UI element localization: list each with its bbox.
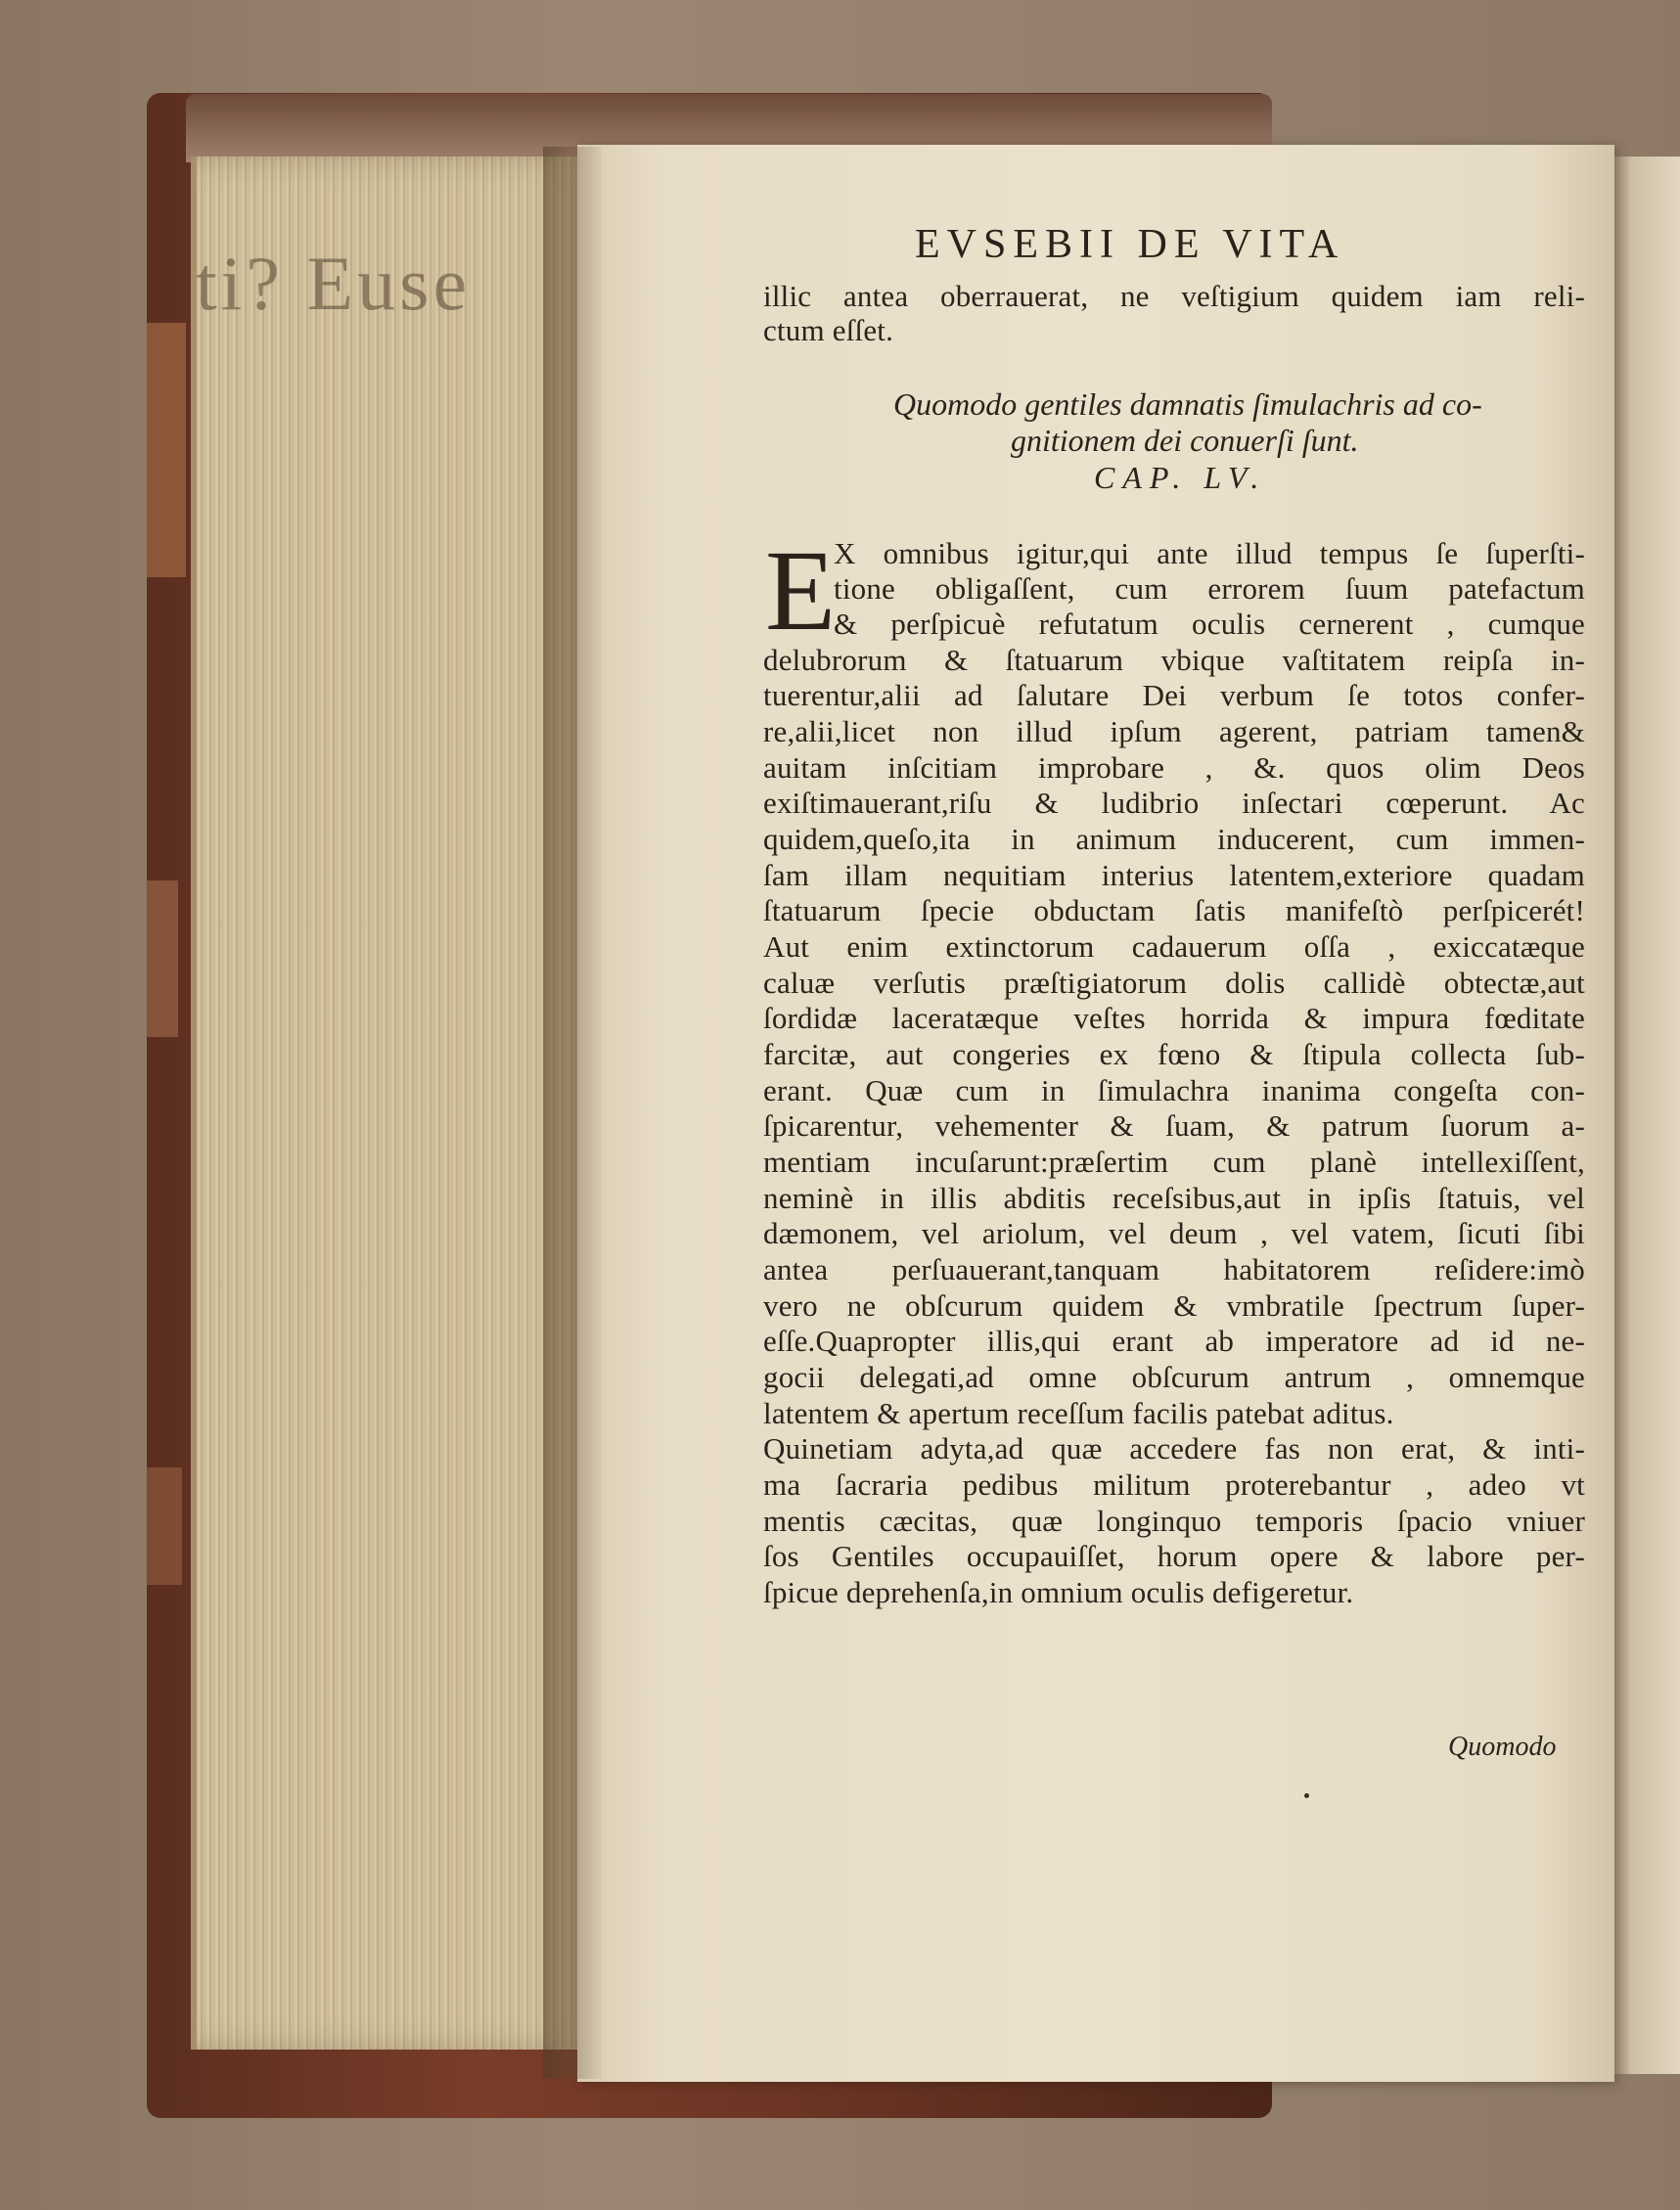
cover-wear: [147, 880, 178, 1037]
gutter-shadow: [543, 147, 602, 2079]
cover-wear: [147, 323, 186, 577]
page-mark: [1304, 1793, 1309, 1798]
text-line: delubrorum & ſtatuarum vbique vaſtitatem reipſa in-: [763, 643, 1585, 677]
text-line: antea perſuauerant,tanquam habitatorem reſidere:imò: [763, 1252, 1585, 1286]
text-line: eſſe.Quapropter illis,qui erant ab imperatore ad id ne-: [763, 1324, 1585, 1358]
page-edges: [191, 157, 583, 2050]
text-line: ma ſacraria pedibus militum proterebantur , adeo vt: [763, 1467, 1585, 1502]
text-line: Aut enim extinctorum cadauerum oſſa , exiccatæque: [763, 929, 1585, 964]
chapter-caption-line2: gnitionem dei conuerſi ſunt.: [1011, 423, 1359, 458]
text-line: quidem,queſo,ita in animum inducerent, cum immen-: [763, 822, 1585, 856]
text-line: dæmonem, vel ariolum, vel deum , vel vatem, ſicuti ſibi: [763, 1216, 1585, 1250]
text-line: illic antea oberrauerat, ne veſtigium quidem iam reli-: [763, 279, 1585, 313]
text-line: auitam inſcitiam improbare , &. quos olim Deos: [763, 750, 1585, 785]
text-line: farcitæ, aut congeries ex fœno & ſtipula collecta ſub-: [763, 1037, 1585, 1071]
text-line: ſam illam nequitiam interius latentem,exteriore quadam: [763, 858, 1585, 892]
text-line: ſos Gentiles occupauiſſet, horum opere & labore per-: [763, 1539, 1585, 1573]
drop-capital: E: [765, 526, 837, 654]
text-line: tuerentur,alii ad ſalutare Dei verbum ſe totos confer-: [763, 678, 1585, 712]
text-line: mentis cæcitas, quæ longinquo temporis ſpacio vniuer: [763, 1504, 1585, 1538]
text-line: tione obligaſſent, cum errorem ſuum patefactum: [834, 571, 1585, 606]
running-head: EVSEBII DE VITA: [915, 222, 1345, 267]
text-line: ſpicarentur, vehementer & ſuam, & patrum ſuorum a-: [763, 1108, 1585, 1143]
cover-wear: [147, 1467, 182, 1585]
text-line: X omnibus igitur,qui ante illud tempus ſe ſuperſti-: [834, 536, 1585, 570]
spine-title: ti? Euse: [196, 241, 472, 326]
text-line: ſordidæ laceratæque veſtes horrida & impura fœditate: [763, 1001, 1585, 1035]
text-line: mentiam incuſarunt:præſertim cum planè intellexiſſent,: [763, 1145, 1585, 1179]
text-line: erant. Quæ cum in ſimulachra inanima congeſta con-: [763, 1073, 1585, 1107]
text-line: gocii delegati,ad omne obſcurum antrum , omnemque: [763, 1360, 1585, 1394]
text-line: ſpicue deprehenſa,in omnium oculis defigeretur.: [763, 1575, 1354, 1609]
chapter-caption-line1: Quomodo gentiles damnatis ſimulachris ad co-: [893, 386, 1482, 422]
text-line: ctum eſſet.: [763, 313, 894, 347]
text-line: caluæ verſutis præſtigiatorum dolis callidè obtectæ,aut: [763, 966, 1585, 1000]
catchword: Quomodo: [1448, 1732, 1557, 1762]
text-line: exiſtimauerant,riſu & ludibrio inſectari cœperunt. Ac: [763, 786, 1585, 820]
chapter-number: CAP. LV.: [1094, 460, 1267, 495]
facing-page-edge: [1614, 157, 1680, 2074]
text-line: neminè in illis abditis receſsibus,aut in ipſis ſtatuis, vel: [763, 1181, 1585, 1215]
text-line: Quinetiam adyta,ad quæ accedere fas non erat, & inti-: [763, 1431, 1585, 1466]
text-line: latentem & apertum receſſum facilis patebat aditus.: [763, 1396, 1394, 1430]
text-line: re,alii,licet non illud ipſum agerent, patriam tamen&: [763, 714, 1585, 748]
text-line: & perſpicuè refutatum oculis cernerent , cumque: [834, 607, 1585, 641]
text-line: vero ne obſcurum quidem & vmbratile ſpectrum ſuper-: [763, 1288, 1585, 1323]
text-line: ſtatuarum ſpecie obductam ſatis manifeſtò perſpicerét!: [763, 893, 1585, 927]
